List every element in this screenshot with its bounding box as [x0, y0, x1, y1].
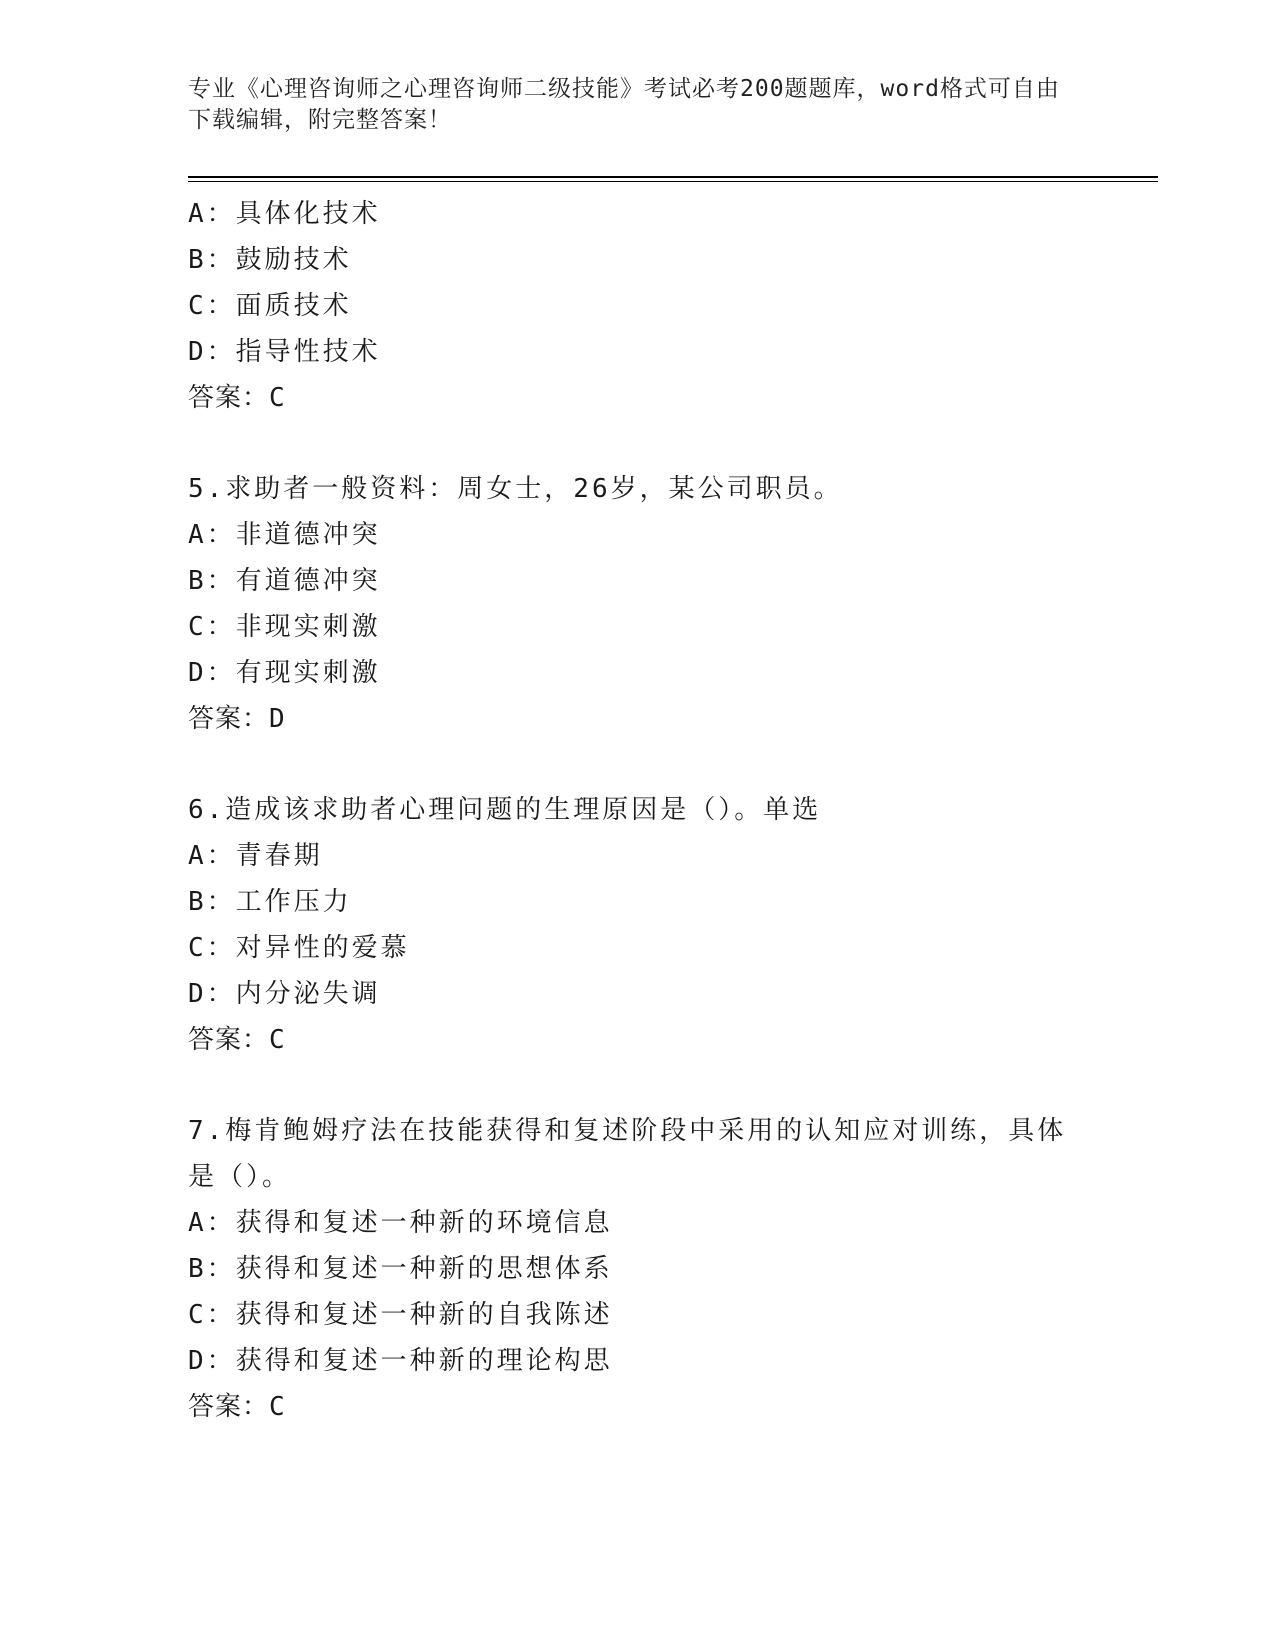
header-rule-thin [188, 181, 1158, 182]
option-a: A：具体化技术 [188, 199, 381, 229]
option-b: B：获得和复述一种新的思想体系 [188, 1254, 613, 1284]
option-a: A：非道德冲突 [188, 520, 381, 550]
option-d: D：内分泌失调 [188, 979, 381, 1009]
option-d: D：有现实刺激 [188, 658, 381, 688]
question-list [188, 191, 1068, 1430]
option-b: B：有道德冲突 [188, 566, 381, 596]
answer-line: 答案：C [188, 383, 286, 413]
header-rule-thick [188, 176, 1158, 178]
option-d: D：获得和复述一种新的理论构思 [188, 1346, 613, 1376]
option-c: C：对异性的爱慕 [188, 933, 410, 963]
document-header: 专业《心理咨询师之心理咨询师二级技能》考试必考200题题库，word格式可自由下载编辑，附完整答案！ [188, 76, 1060, 133]
question-text: 6.造成该求助者心理问题的生理原因是（）。单选 [188, 795, 822, 825]
question-block [188, 191, 1068, 421]
option-b: B：工作压力 [188, 887, 352, 917]
question-text: 5.求助者一般资料：周女士，26岁，某公司职员。 [188, 474, 843, 504]
question-block [188, 1108, 1068, 1430]
option-c: C：面质技术 [188, 291, 352, 321]
answer-line: 答案：C [188, 1392, 286, 1422]
option-a: A：获得和复述一种新的环境信息 [188, 1208, 613, 1238]
option-c: C：非现实刺激 [188, 612, 381, 642]
answer-line: 答案：C [188, 1025, 286, 1055]
option-b: B：鼓励技术 [188, 245, 352, 275]
answer-line: 答案：D [188, 704, 286, 734]
option-c: C：获得和复述一种新的自我陈述 [188, 1300, 613, 1330]
option-d: D：指导性技术 [188, 337, 381, 367]
option-a: A：青春期 [188, 841, 323, 871]
question-text: 7.梅肯鲍姆疗法在技能获得和复述阶段中采用的认知应对训练，具体是（）。 [188, 1116, 1067, 1192]
question-block [188, 466, 1068, 742]
question-block [188, 787, 1068, 1063]
